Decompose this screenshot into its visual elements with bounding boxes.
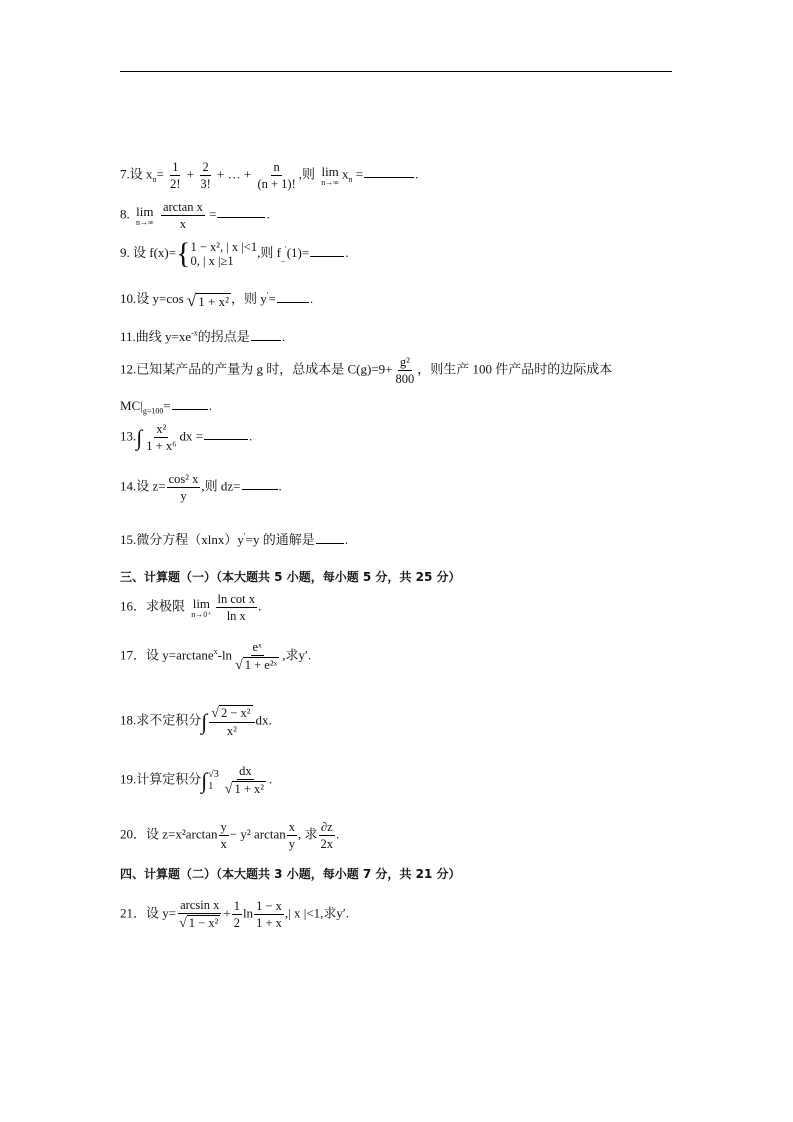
q11-sup: -x [191,328,198,338]
q12-den: 800 [395,372,415,386]
q20-tail-2: . [336,826,340,842]
q16-tail: . [258,598,262,614]
q16-lim-sub: n→0⁺ [191,609,212,619]
q8-num: arctan x [162,200,203,214]
q7-label: 7.设 x [120,166,153,182]
q12-tail: ，则生产 100 件产品时的边际成本 [417,361,613,377]
q21-half-num: 1 [233,899,240,914]
q20-f2-den: y [288,837,295,851]
q7-frac-2-den: 3! [200,177,211,191]
question-21 [120,898,349,931]
answer-blank[interactable] [217,205,265,218]
question-17 [120,640,311,673]
q7-frac-1 [168,160,182,191]
question-11: 11.曲线 $y=xe^{-x}$的拐点是 . [120,328,286,344]
q19-label: 19.计算定积分 [120,771,202,787]
q7-frac-2 [198,160,212,191]
q20-f2-num: x [288,820,295,834]
q10-label: 10.设 y=cos [120,291,184,306]
q12-line-2: MC| [120,398,143,413]
q20-f3-den: 2x [320,837,334,851]
q21-frac-log [254,899,284,930]
q9-then: ,则 f [257,244,281,260]
q20-mid: − y² arctan [229,826,286,842]
q13-tail: dx = [179,428,204,444]
q20-f1-den: x [220,837,227,851]
q9-piecewise: { 1 − x², | x |<1 0, | x |≥1 [176,237,258,270]
q20-frac-3 [319,820,336,851]
q15-text: 15.微分方程（xlnx）y [120,532,244,547]
question-13: 13.∫ $\frac{\text{x²}}{\text{1 + x⁶}}$ dx = . [120,422,253,453]
q16-limit [191,597,211,619]
q20-frac-2 [287,820,297,851]
q19-lower: 1 [208,780,214,792]
integral-sign: ∫ [201,767,208,793]
q18-den: x² [226,724,237,739]
q21-half-den: 2 [233,916,240,931]
q8-eq: = [209,206,217,222]
q10-mid: ，则 y [231,291,267,306]
q12-sub: g=100 [142,406,164,416]
q19-tail: . [269,771,273,787]
q16-lim-word: lim [192,595,211,611]
question-20 [120,820,339,851]
integral-sign: ∫ [201,708,208,734]
q13-frac [144,422,178,453]
q21-num: arcsin x [180,898,220,912]
q17-tail: ,求y′. [282,647,312,663]
q19-num: dx [239,764,252,778]
q11-text: 11.曲线 y=xe [120,329,192,344]
q9-case-2: 0, | x |≥1 [190,254,234,268]
q18-num: √ 2 − x² [209,705,254,723]
question-19 [120,764,272,797]
q18-label: 18.求不定积分 [120,712,202,728]
q16-den: ln x [226,609,246,623]
q7-plus: + [186,166,195,182]
q8-label: 8. [120,206,130,222]
answer-blank[interactable] [242,477,278,490]
q19-limits [208,769,219,793]
question-16 [120,592,261,623]
q15-prime: ′ [243,531,246,541]
q16-num: ln cot x [217,592,255,606]
q14-num: cos² x [168,472,199,486]
answer-blank[interactable] [172,397,208,410]
question-8: 8. lim n→∞ $\frac{\text{arctan x}}{x}$ = . [120,200,270,231]
answer-blank[interactable] [316,531,344,544]
question-12-cont: $MC|_{g=100}=$ . [120,398,212,416]
question-7: 7.设 $x_n=$ $\frac{1}{2!}$ + $\frac{2}{3!}$ + … + $\frac{n}{(n + 1)!}$ ,则 lim n→∞ $x_n$ = . [120,160,419,191]
q7-then: ,则 [298,166,316,182]
question-10: 10.设 y=cos √ 1 + x² ，则 y′= . [120,290,314,310]
q17-sup: x [213,647,218,657]
q12-line-1: 12.已知某产品的产量为 g 时，总成本是 C(g)=9+ [120,361,393,377]
q7-xn-sub: n [348,175,353,185]
q7-frac-3-num: n [273,160,280,174]
answer-blank[interactable] [251,328,281,341]
q14-tail: ,则 dz= [201,478,241,494]
question-15: 15.微分方程（xlnx）y′=y 的通解是 . [120,531,348,547]
question-9: 9. 设 f(x)= { 1 − x², | x |<1 0, | x |≥1 ,则 $f_{\_}'(1)=$ . [120,237,349,270]
q8-den: x [179,217,187,231]
q21-ln: ln [242,905,254,921]
q17-den: √ 1 + e²ˣ [235,658,278,674]
q13-num: x² [156,422,167,436]
q8-frac [161,200,205,231]
q7-frac-2-num: 2 [202,160,209,174]
q20-f3-num: ∂z [320,820,333,834]
section-4-heading: 四、计算题（二）（本大题共 3 小题，每小题 7 分，共 21 分） [120,867,461,881]
q9-arg: (1)= [286,244,310,260]
q21-log-num: 1 − x [256,899,282,914]
q12-eq: = [163,398,171,413]
q19-frac [223,764,268,797]
q7-eq: = [156,166,164,182]
q19-den-radicand: 1 + x² [234,782,265,797]
integral-sign: ∫ [136,424,143,450]
q13-den: 1 + x⁶ [146,439,177,453]
section-3-heading: 三、计算题（一）（本大题共 5 小题，每小题 5 分，共 25 分） [120,570,461,584]
q10-sqrt: √ 1 + x² [186,290,229,310]
q7-limit [321,165,339,187]
q17-frac [233,640,281,673]
q7-frac-3-den: (n + 1)! [257,177,296,191]
answer-blank[interactable] [364,165,414,178]
q19-upper: √3 [208,768,219,780]
q10-prime: ′ [266,290,269,300]
q7-eq2: = [355,166,364,182]
q21-log-den: 1 + x [256,916,282,931]
question-14: 14.设 z= $\frac{\text{cos² x}}{y}$ ,则 dz= . [120,472,282,503]
q21-den-radicand: 1 − x² [188,916,219,931]
q17-mid: -ln [217,647,233,663]
q11-tail: 的拐点是 [197,329,250,344]
q21-tail: ,| x |<1,求y′. [284,905,350,921]
q21-plus: + [223,905,231,921]
q19-den: √ 1 + x² [224,782,265,798]
q17-den-radicand: 1 + e²ˣ [244,658,278,673]
question-18 [120,705,272,738]
q8-limit [136,205,154,227]
q8-lim-sub: n→∞ [136,217,154,227]
q20-frac-1 [219,820,229,851]
q7-frac-1-num: 1 [172,160,179,174]
q18-num-radicand: 2 − x² [220,706,251,721]
q21-frac-1 [177,898,222,931]
q7-lim-word: lim [321,163,339,179]
q13-label: 13. [120,428,137,444]
question-12 [120,355,612,386]
q9-label: 9. 设 f(x)= [120,244,177,260]
q10-radicand: 1 + x² [198,293,229,309]
q18-tail: dx. [255,712,272,728]
q14-label: 14.设 z= [120,478,166,494]
answer-blank[interactable] [277,290,309,303]
q14-den: y [180,489,187,503]
q7-lim-sub: n→∞ [321,177,339,187]
q18-frac [209,705,254,738]
q7-dots: + … + [217,166,252,182]
q20-label: 20．设 z=x²arctan [120,826,218,842]
q7-sub: n [152,175,157,185]
header-rule [120,71,672,72]
q17-num: eˣ [252,640,262,654]
q21-den: √ 1 − x² [179,916,219,932]
q8-lim-word: lim [136,203,154,219]
q9-case-1: 1 − x², | x |<1 [190,240,258,254]
q7-frac-3 [255,160,297,191]
q9-sub: _ [280,253,285,263]
q7-frac-1-den: 2! [170,177,181,191]
q21-label: 21．设 y= [120,905,177,921]
q17-label: 17．设 y=arctane [120,647,214,663]
q16-label: 16．求极限 [120,598,186,614]
answer-blank[interactable] [310,244,344,257]
q16-frac [216,592,258,623]
q14-frac [167,472,201,503]
q9-prime: ′ [284,244,287,254]
q15-tail: =y 的通解是 [245,532,315,547]
q10-eq: = [268,291,276,306]
q12-frac [394,355,417,386]
q20-f1-num: y [220,820,227,834]
q20-tail-1: , 求 [298,826,318,842]
q7-xn: x [341,166,349,182]
answer-blank[interactable] [204,427,248,440]
q12-num: g² [399,355,410,369]
q21-frac-half [232,899,242,930]
